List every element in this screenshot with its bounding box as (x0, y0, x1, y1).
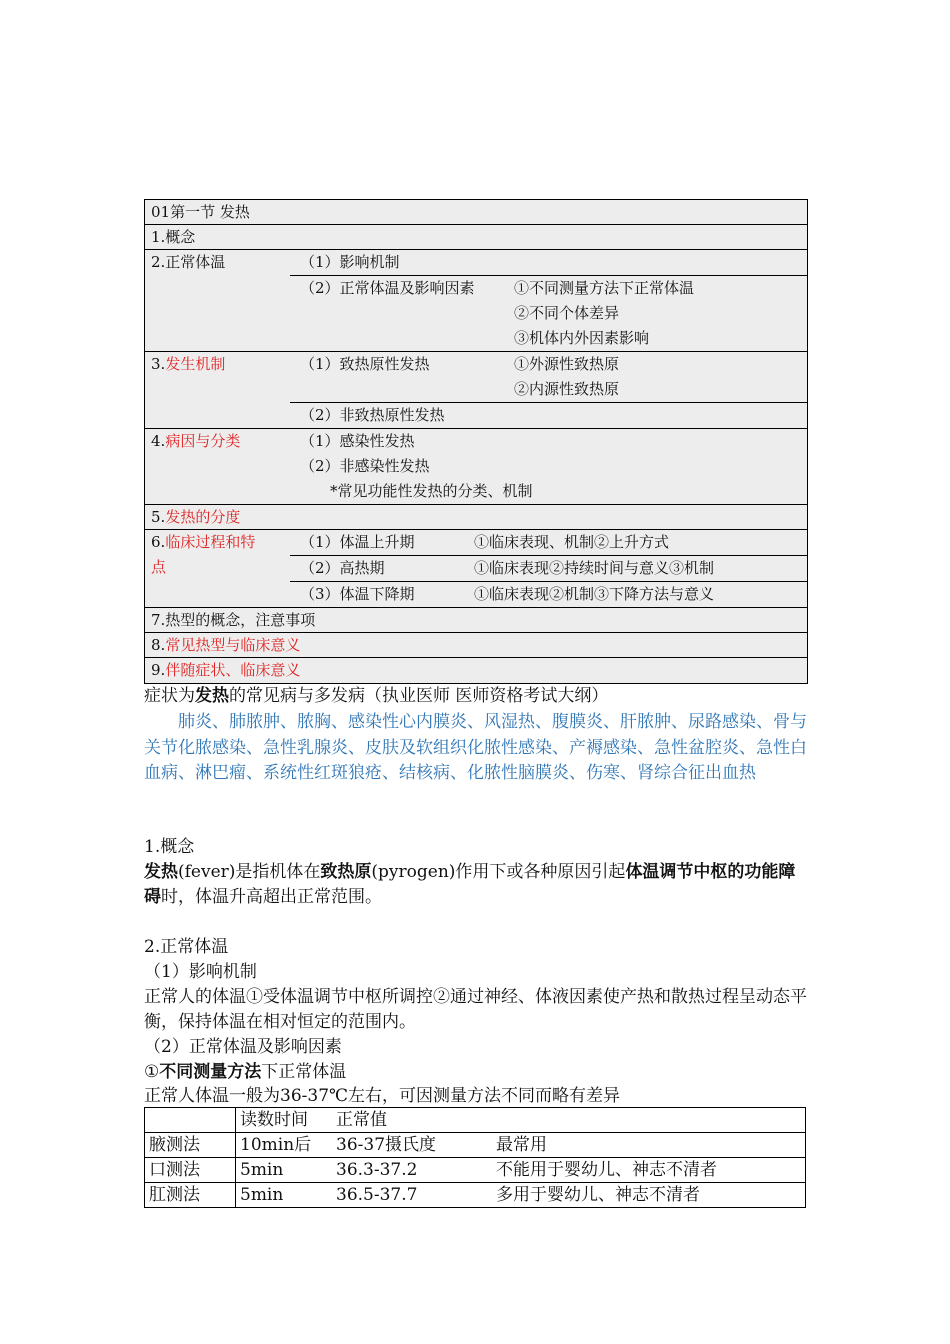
process-row (290, 556, 807, 582)
process-row (290, 582, 807, 607)
outline-table (144, 199, 808, 684)
outline-degree: 5.发热的分度 (145, 505, 807, 530)
normal-temp-item: ③机体内外因素影响 (514, 329, 650, 347)
process-detail: ①临床表现②机制③下降方法与意义 (474, 585, 715, 603)
mechanism-item: ①外源性致热原 (514, 355, 620, 373)
table-row (145, 1183, 806, 1208)
normal-heading: 2.正常体温 (144, 937, 229, 957)
causes-sub1: （1）感染性发热 (300, 432, 415, 450)
causes-note: *常见功能性发热的分类、机制 (330, 482, 533, 500)
table-cell: 5min 36.3-37.2 不能用于婴幼儿、神志不清者 (236, 1158, 806, 1183)
mechanism-label: 3.发生机制 (151, 355, 226, 373)
table-cell: 肛测法 (145, 1183, 236, 1208)
mechanism-item: ②内源性致热原 (514, 380, 620, 398)
outline-sub-row (290, 403, 807, 428)
process-stage: （2）高热期 (300, 559, 385, 577)
outline-fever-type: 7.热型的概念，注意事项 (145, 608, 807, 633)
process-row (290, 530, 807, 556)
outline-sub-row (290, 250, 807, 276)
syllabus-diseases: 肺炎、肺脓肿、脓胸、感染性心内膜炎、风湿热、腹膜炎、肝脓肿、尿路感染、骨与关节化脓感染、急性乳腺炎、皮肤及软组织化脓性感染、产褥感染、急性盆腔炎、急性白血病、淋巴瘤、系统性红斑狼疮、结核病、化脓性脑膜炎、伤寒、肾综合征出血热 (144, 712, 807, 783)
causes-sub2: （2）非感染性发热 (300, 457, 430, 475)
table-row (145, 1133, 806, 1158)
outline-sub-row (290, 352, 807, 377)
table-header (145, 1108, 236, 1133)
concept-paragraph: 发热(fever)是指机体在致热原(pyrogen)作用下或各种原因引起体温调节中枢的功能障碍时，体温升高超出正常范围。 (144, 862, 796, 907)
normal-temp-item: ②不同个体差异 (514, 304, 620, 322)
outline-process (145, 530, 807, 608)
outline-sub-row (290, 326, 807, 351)
table-cell: 5min 36.5-37.7 多用于婴幼儿、神志不清者 (236, 1183, 806, 1208)
causes-label: 4.病因与分类 (151, 432, 241, 450)
table-header-row (145, 1108, 806, 1133)
process-detail: ①临床表现②持续时间与意义③机制 (474, 559, 715, 577)
outline-sub-row (290, 276, 807, 301)
outline-causes (145, 429, 807, 505)
outline-common-types: 8.常见热型与临床意义 (145, 633, 807, 658)
normal-sub2: （2）正常体温及影响因素 (144, 1037, 342, 1057)
mechanism-sub2: （2）非致热原性发热 (300, 406, 445, 424)
outline-accompany: 9.伴随症状、临床意义 (151, 661, 301, 679)
normal-temp-label: 2.正常体温 (151, 253, 226, 271)
outline-title: 01第一节 发热 (145, 200, 807, 225)
outline-sub-row (290, 377, 807, 403)
table-row (145, 1158, 806, 1183)
normal-sub1: （1）影响机制 (144, 962, 257, 982)
temperature-table (144, 1107, 806, 1208)
normal-paragraph: 正常人的体温①受体温调节中枢所调控②通过神经、体液因素使产热和散热过程呈动态平衡，保持体温在相对恒定的范围内。 (144, 987, 807, 1032)
mechanism-sub1: （1）致热原性发热 (300, 355, 430, 373)
outline-sub-row (290, 429, 807, 454)
table-header: 读数时间 正常值 (236, 1108, 806, 1133)
normal-temp-sub2: （2）正常体温及影响因素 (300, 279, 475, 297)
outline-normal-temp (145, 250, 807, 352)
normal-temp-sub1: （1）影响机制 (300, 253, 400, 271)
normal-item: ①不同测量方法下正常体温 (144, 1062, 347, 1082)
table-cell: 腋测法 (145, 1133, 236, 1158)
outline-sub-row (290, 301, 807, 326)
normal-temp-item: ①不同测量方法下正常体温 (514, 279, 695, 297)
process-detail: ①临床表现、机制②上升方式 (474, 533, 670, 551)
normal-paragraph2: 正常人体温一般为36-37℃左右，可因测量方法不同而略有差异 (144, 1086, 621, 1106)
outline-mechanism (145, 352, 807, 429)
table-cell: 口测法 (145, 1158, 236, 1183)
outline-concept: 1.概念 (145, 225, 807, 250)
process-stage: （3）体温下降期 (300, 585, 415, 603)
concept-heading: 1.概念 (144, 837, 195, 857)
process-label: 6.临床过程和特 点 (151, 533, 256, 576)
syllabus-heading: 症状为发热的常见病与多发病（执业医师 医师资格考试大纲） (144, 686, 609, 706)
process-stage: （1）体温上升期 (300, 533, 415, 551)
table-cell: 10min后 36-37摄氏度 最常用 (236, 1133, 806, 1158)
outline-sub-row (290, 454, 807, 479)
